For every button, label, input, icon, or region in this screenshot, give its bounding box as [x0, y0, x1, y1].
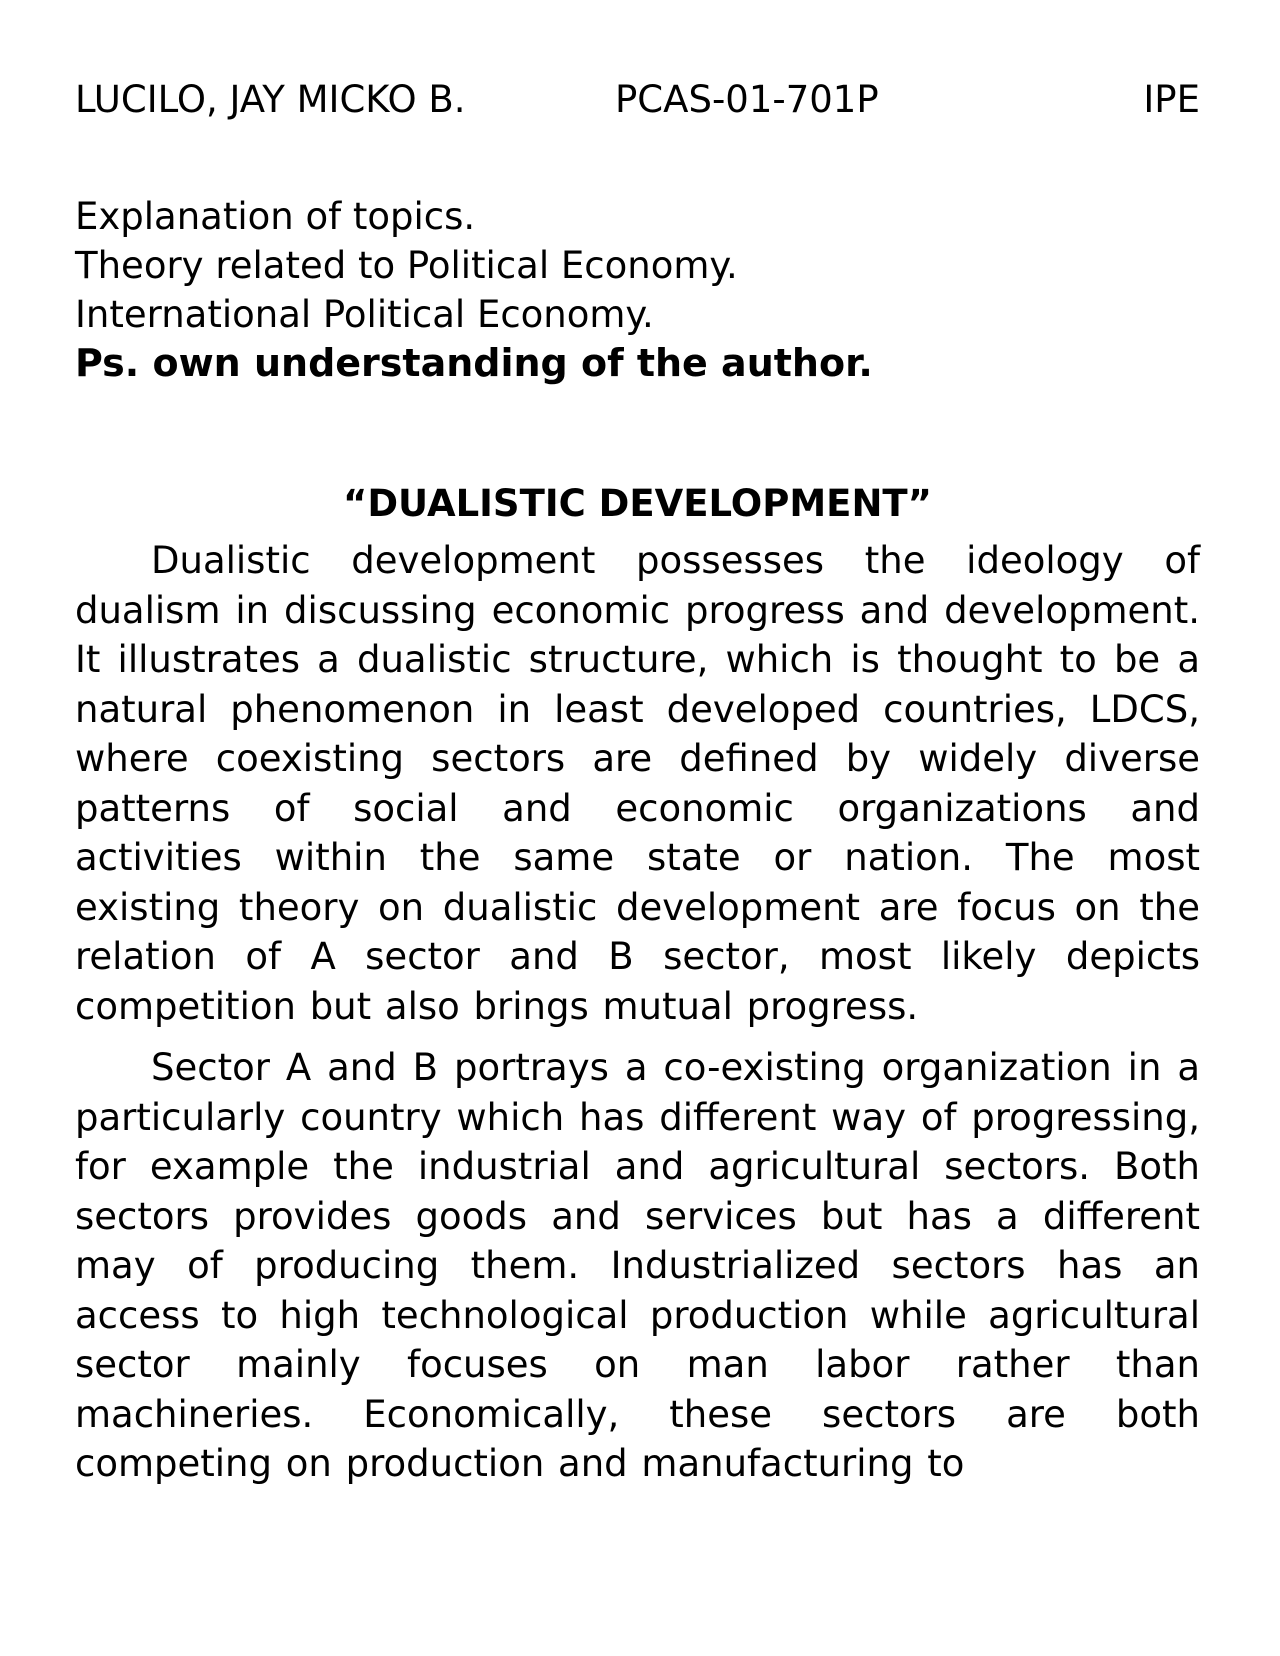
topic-line: Explanation of topics.: [75, 195, 476, 238]
author-name: LUCILO, JAY MICKO B.: [75, 78, 466, 121]
body-paragraph: Sector A and B portrays a co-existing organization in a particularly country which has different way of progressing, for example the industrial and agricultural sectors. Both sectors provides goods and services but has a different may of producing them. Industrialized sectors has an access to high technological production while agricultural sector mainly focuses on man labor rather than machineries. Economically, these sectors are both competing on production and manufacturing to: [75, 1046, 1200, 1485]
document-page: [75, 70, 1200, 1489]
body-paragraph: Dualistic development possesses the ideology of dualism in discussing economic progress and development. It illustrates a dualistic structure, which is thought to be a natural phenomenon in least developed countries, LDCS, where coexisting sectors are defined by widely diverse patterns of social and economic organizations and activities within the same state or nation. The most existing theory on dualistic development are focus on the relation of A sector and B sector, most likely depicts competition but also brings mutual progress.: [75, 539, 1200, 1028]
essay-title: “DUALISTIC DEVELOPMENT”: [343, 482, 932, 525]
section-code: PCAS-01-701P: [615, 78, 879, 121]
topic-line: Theory related to Political Economy.: [75, 244, 738, 287]
topics-list: [75, 192, 1200, 388]
topic-line: International Political Economy.: [75, 293, 654, 336]
document-header: [75, 70, 1200, 130]
subject-label: IPE: [1143, 78, 1200, 121]
author-note: Ps. own understanding of the author.: [75, 341, 873, 385]
